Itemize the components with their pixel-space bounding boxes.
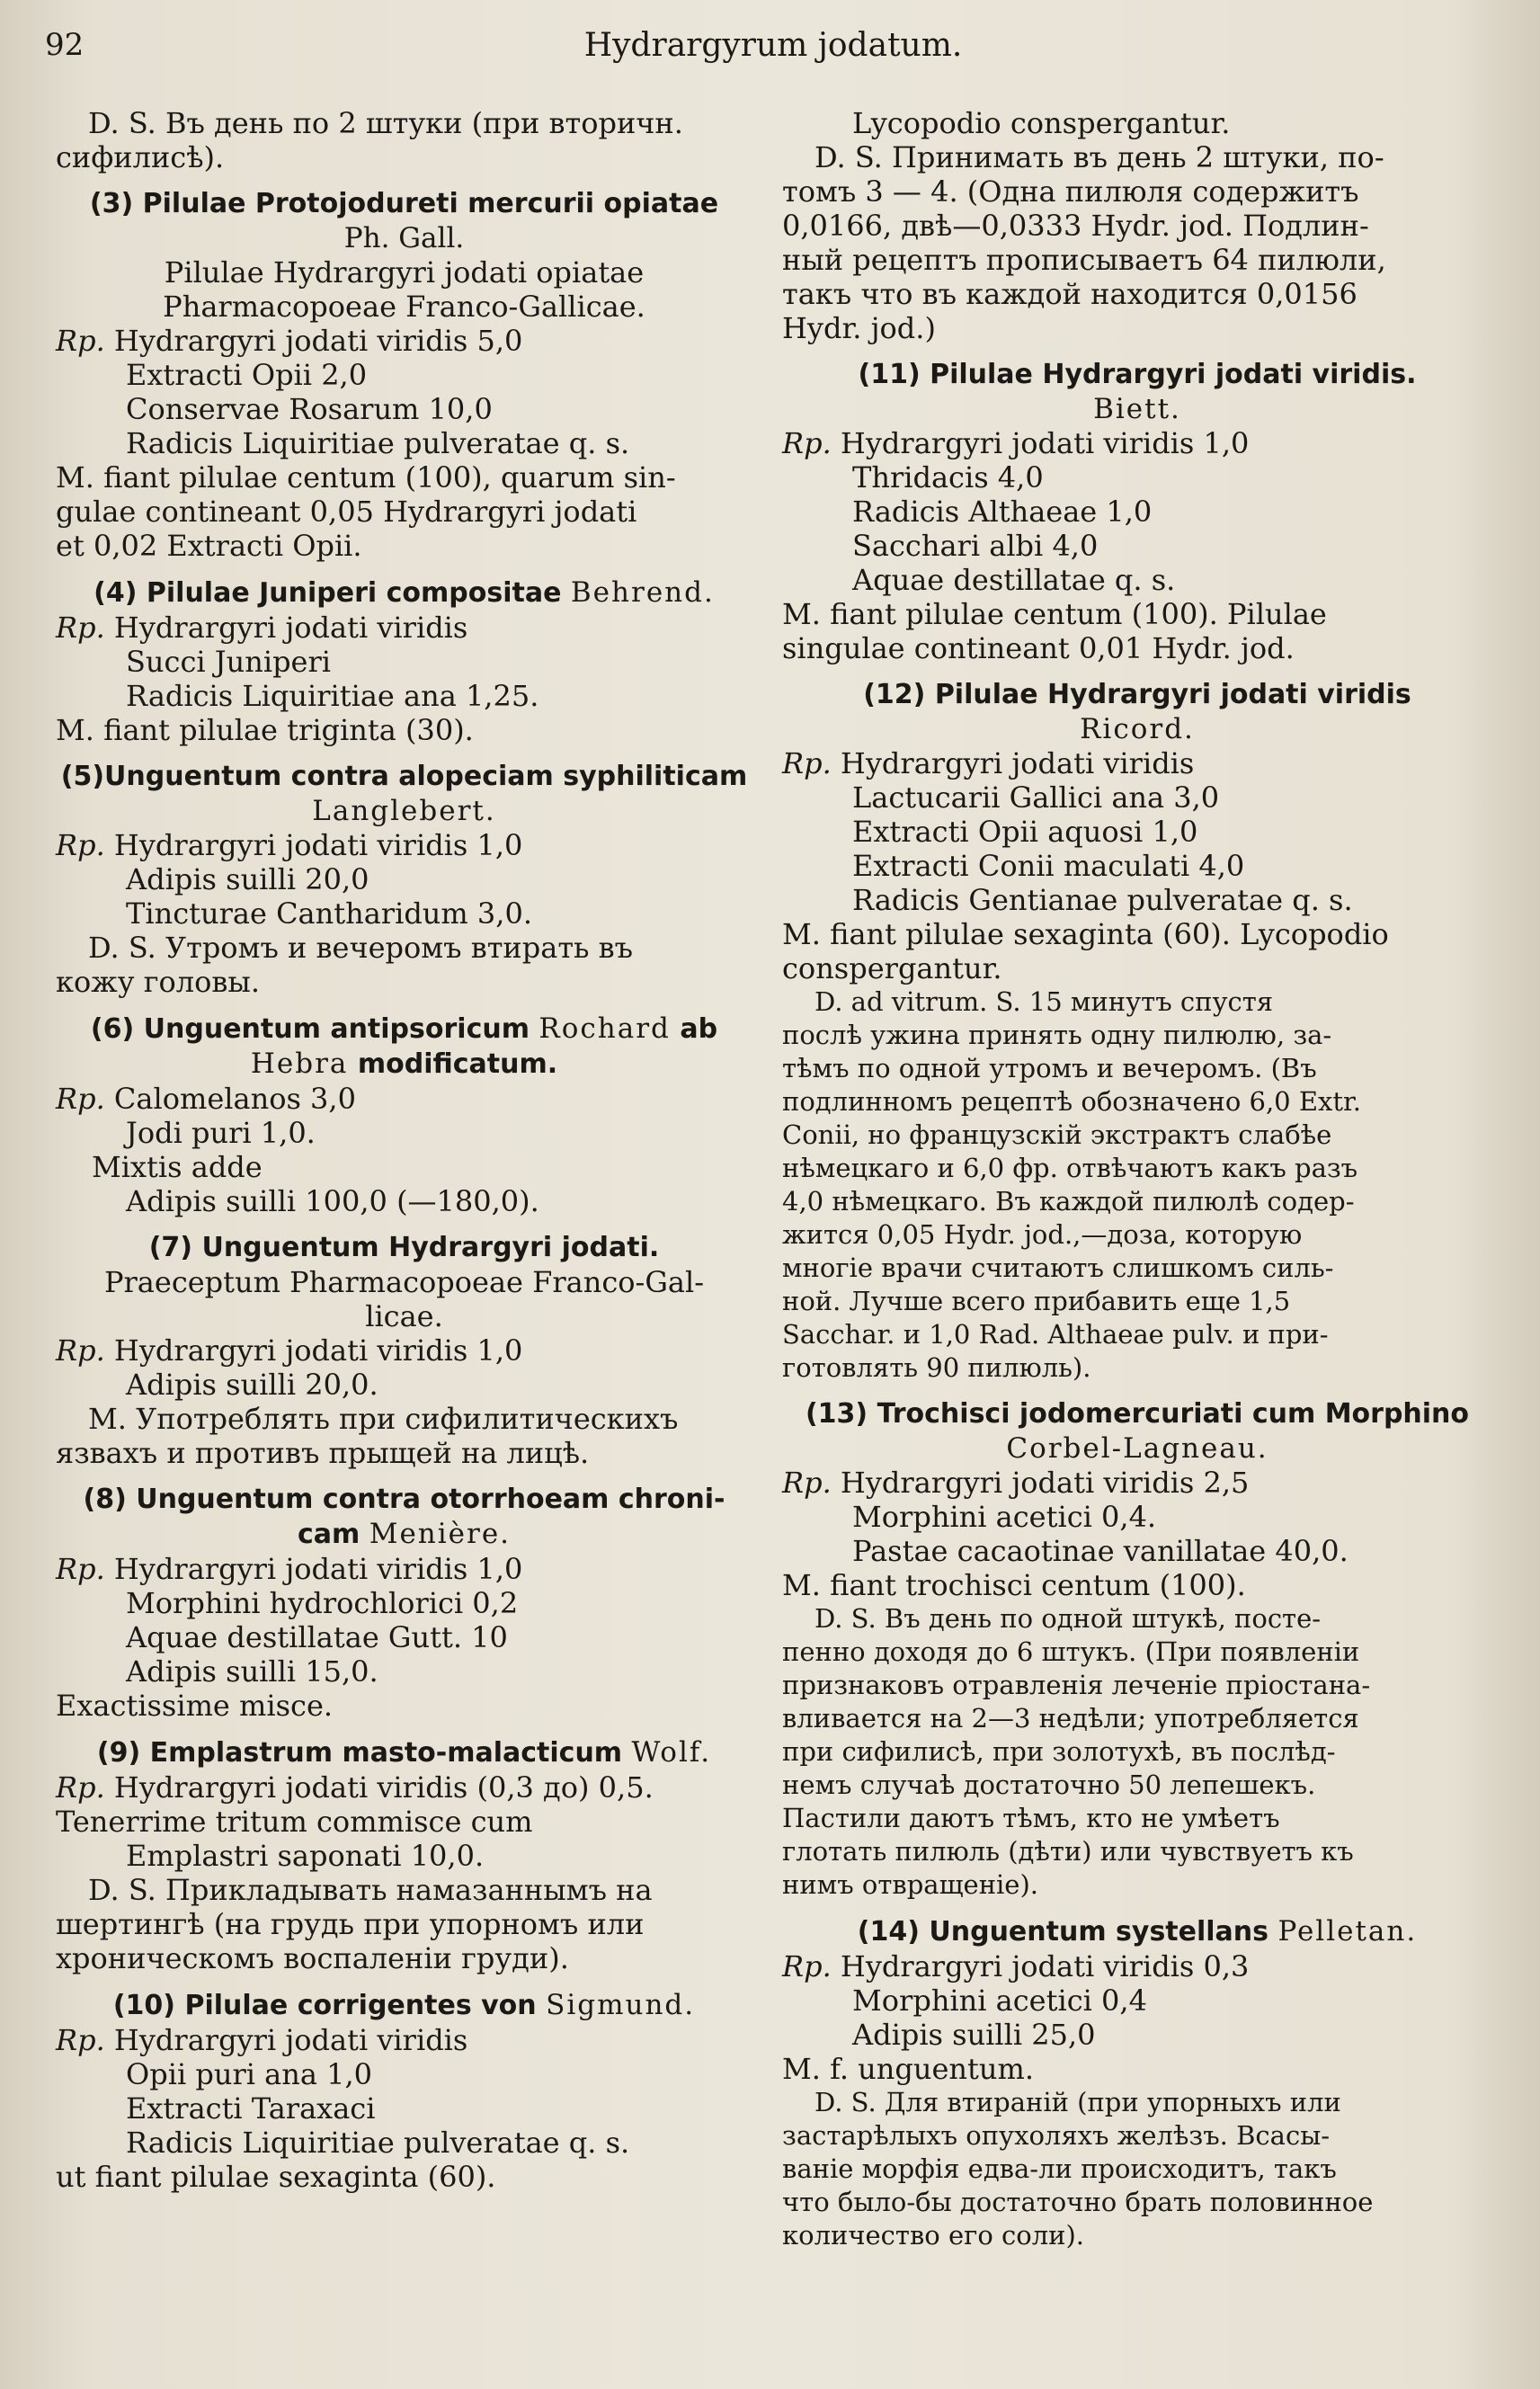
recipe-title: (12) Pilulae Hydrargyri jodati viridis — [863, 679, 1411, 710]
ingredient: Extracti Taraxaci — [126, 2091, 376, 2126]
note-line: жится 0,05 Hydr. jod.,—доза, которую — [782, 1219, 1303, 1250]
instruction: D. S. Утромъ и вечеромъ втирать въ — [88, 931, 633, 965]
instruction: Exactissime misce. — [56, 1689, 334, 1723]
note-line: D. S. Для втираній (при упорныхъ или — [815, 2087, 1341, 2117]
ingredient: Adipis suilli 100,0 (—180,0). — [126, 1184, 539, 1218]
ingredient: Radicis Gentianae pulveratae q. s. — [852, 883, 1353, 917]
ingredient: Hydrargyri jodati viridis 1,0 — [113, 828, 523, 862]
note-line: Conii, но французскій экстрактъ слабѣе — [782, 1119, 1332, 1150]
instruction: singulae contineant 0,01 Hydr. jod. — [782, 631, 1295, 665]
note-line: вливается на 2—3 недѣли; употребляется — [782, 1703, 1359, 1734]
note-line: 4,0 нѣмецкаго. Въ каждой пилюлѣ содер- — [782, 1186, 1355, 1217]
recipe-alt-title: Praeceptum Pharmacopoeae Franco-Gal- — [103, 1265, 705, 1299]
running-head — [45, 27, 1501, 81]
instruction: M. fiant trochisci centum (100). — [782, 1568, 1246, 1602]
instruction: D. S. Прикладывать намазаннымъ на — [88, 1873, 653, 1907]
recipe-title-line2: Hebra modificatum. — [250, 1047, 558, 1080]
recipe-14 — [782, 1914, 1492, 2252]
recipe-author: Biett. — [1093, 393, 1181, 425]
ingredient: Calomelanos 3,0 — [113, 1082, 356, 1116]
ingredient: Hydrargyri jodati viridis — [840, 746, 1195, 780]
instruction: M. f. unguentum. — [782, 2052, 1034, 2086]
instruction: gulae contineant 0,05 Hydrargyri jodati — [56, 495, 637, 529]
ingredient: Hydrargyri jodati viridis 1,0 — [113, 1333, 523, 1368]
ingredient: Extracti Conii maculati 4,0 — [852, 849, 1245, 883]
note-line: готовлять 90 пилюль). — [782, 1352, 1091, 1383]
ingredient: Tenerrime tritum commisce cum — [56, 1805, 533, 1839]
instruction: M. Употреблять при сифилитическихъ — [88, 1402, 679, 1436]
ingredient: Extracti Opii 2,0 — [126, 358, 368, 392]
recipe-title: (14) Unguentum systellans Pelletan. — [857, 1915, 1418, 1948]
recipe-4 — [56, 575, 752, 747]
note-line: пенно доходя до 6 штукъ. (При появленіи — [782, 1636, 1360, 1667]
recipe-13 — [782, 1397, 1492, 1902]
recipe-author: Corbel-Lagneau. — [1006, 1432, 1268, 1465]
instruction: кожу головы. — [56, 965, 260, 999]
recipe-title: (9) Emplastrum masto-malacticum Wolf. — [96, 1736, 712, 1769]
recipe-symbol: Rp. — [56, 1770, 105, 1805]
recipe-alt-title: licae. — [365, 1299, 443, 1333]
recipe-author: Langlebert. — [312, 795, 496, 827]
note-line: немъ случаѣ достаточно 50 лепешекъ. — [782, 1769, 1316, 1800]
recipe-symbol: Rp. — [782, 426, 832, 460]
note-line: D. S. Въ день по одной штукѣ, посте- — [815, 1603, 1322, 1634]
recipe-8 — [56, 1483, 752, 1723]
recipe-title: (4) Pilulae Juniperi compositae Behrend. — [93, 576, 715, 609]
ingredient: Aquae destillatae Gutt. 10 — [126, 1620, 508, 1654]
ingredient: Hydrargyri jodati viridis 0,3 — [840, 1949, 1250, 1983]
recipe-6 — [56, 1012, 752, 1218]
instruction: ut fiant pilulae sexaginta (60). — [56, 2160, 496, 2194]
ingredient: Opii puri ana 1,0 — [126, 2057, 372, 2091]
recipe-title: (5)Unguentum contra alopeciam syphiliticam — [60, 761, 748, 792]
text-line: D. S. Принимать въ день 2 штуки, по- — [815, 140, 1384, 174]
note-line: что было-бы достаточно брать половинное — [782, 2187, 1374, 2217]
recipe-7 — [56, 1231, 752, 1470]
ingredient: Adipis suilli 25,0 — [852, 2018, 1096, 2052]
instruction: conspergantur. — [782, 951, 1002, 985]
note-line: подлинномъ рецептѣ обозначено 6,0 Extr. — [782, 1086, 1361, 1117]
note-line: D. ad vitrum. S. 15 минутъ спустя — [815, 986, 1274, 1017]
recipe-symbol: Rp. — [782, 1466, 832, 1500]
instruction: шертингѣ (на грудь при упорномъ или — [56, 1907, 645, 1941]
note-line: глотать пилюль (дѣти) или чувствуетъ къ — [782, 1836, 1354, 1867]
ingredient: Conservae Rosarum 10,0 — [126, 392, 493, 426]
recipe-symbol: Rp. — [56, 1333, 105, 1368]
ingredient: Adipis suilli 20,0. — [126, 1368, 378, 1402]
ingredient: Hydrargyri jodati viridis 1,0 — [840, 426, 1250, 460]
ingredient: Morphini acetici 0,4. — [852, 1500, 1157, 1534]
ingredient: Aquae destillatae q. s. — [852, 563, 1176, 597]
text-line: 0,0166, двѣ—0,0333 Hydr. jod. Подлин- — [782, 209, 1369, 243]
ingredient: Radicis Liquiritiae ana 1,25. — [126, 679, 539, 713]
ingredient: Radicis Liquiritiae pulveratae q. s. — [126, 426, 630, 460]
recipe-symbol: Rp. — [782, 746, 832, 780]
recipe-symbol: Rp. — [56, 1552, 105, 1586]
recipe-title: (6) Unguentum antipsoricum Rochard ab — [90, 1012, 718, 1045]
ingredient: Adipis suilli 15,0. — [126, 1654, 378, 1689]
ingredient: Adipis suilli 20,0 — [126, 862, 369, 896]
ingredient: Thridacis 4,0 — [852, 460, 1044, 495]
ingredient: Morphini acetici 0,4 — [852, 1983, 1147, 2018]
ingredient: Hydrargyri jodati viridis — [113, 611, 468, 645]
ingredient: Morphini hydrochlorici 0,2 — [126, 1586, 519, 1620]
text-line: сифилисѣ). — [56, 140, 225, 174]
recipe-10 — [56, 1988, 752, 2194]
text-line: ный рецептъ прописываетъ 64 пилюли, — [782, 243, 1386, 277]
ingredient: Hydrargyri jodati viridis 1,0 — [113, 1552, 523, 1586]
recipe-title: (8) Unguentum contra otorrhoeam chroni- — [83, 1484, 725, 1515]
note-line: нѣмецкаго и 6,0 фр. отвѣчаютъ какъ разъ — [782, 1153, 1358, 1183]
text-line: Hydr. jod.) — [782, 311, 936, 345]
recipe-author: Ricord. — [1080, 713, 1195, 745]
instruction: хроническомъ воспаленіи груди). — [56, 1941, 569, 1975]
recipe-9 — [56, 1735, 752, 1975]
ingredient: Jodi puri 1,0. — [126, 1116, 316, 1150]
recipe-title: (3) Pilulae Protojodureti mercurii opiatae — [89, 188, 719, 219]
running-title: Hydrargyrum jodatum. — [583, 27, 963, 64]
ingredient: Pastae cacaotinae vanillatae 40,0. — [852, 1534, 1349, 1568]
ingredient: Tincturae Cantharidum 3,0. — [126, 896, 532, 931]
instruction: M. fiant pilulae centum (100). Pilulae — [782, 597, 1327, 631]
note-line: нимъ отвращеніе). — [782, 1869, 1038, 1900]
recipe-11 — [782, 358, 1492, 665]
recipe-author: Ph. Gall. — [343, 222, 465, 254]
intro-continued — [56, 106, 752, 174]
ingredient: Hydrargyri jodati viridis (0,3 до) 0,5. — [113, 1770, 654, 1805]
page-number: 92 — [45, 27, 85, 63]
recipe-symbol: Rp. — [782, 1949, 832, 1983]
recipe-title-line2: cam Menière. — [297, 1518, 512, 1550]
ingredient: Radicis Althaeae 1,0 — [852, 495, 1153, 529]
recipe-10-continued — [782, 106, 1492, 345]
recipe-title: (7) Unguentum Hydrargyri jodati. — [148, 1232, 660, 1263]
ingredient: Lactucarii Gallici ana 3,0 — [852, 780, 1220, 815]
text-line: D. S. Въ день по 2 штуки (при вторичн. — [88, 106, 683, 140]
instruction: M. fiant pilulae sexaginta (60). Lycopodio — [782, 917, 1389, 951]
recipe-3 — [56, 187, 752, 563]
recipe-alt-title: Pilulae Hydrargyri jodati opiatae — [164, 255, 645, 290]
note-line: Пастили даютъ тѣмъ, кто не умѣетъ — [782, 1803, 1280, 1833]
instruction: M. fiant pilulae triginta (30). — [56, 713, 474, 747]
recipe-title: (10) Pilulae corrigentes von Sigmund. — [112, 1989, 696, 2021]
note-line: ной. Лучше всего прибавить еще 1,5 — [782, 1286, 1291, 1316]
note-line: количество его соли). — [782, 2220, 1084, 2251]
ingredient: Hydrargyri jodati viridis 5,0 — [113, 324, 523, 358]
note-line: ваніе морфія едва-ли происходитъ, такъ — [782, 2153, 1337, 2184]
note-line: при сифилисѣ, при золотухѣ, въ послѣд- — [782, 1736, 1336, 1767]
recipe-title: (11) Pilulae Hydrargyri jodati viridis. — [858, 359, 1417, 390]
ingredient: Succi Juniperi — [126, 645, 332, 679]
note-line: признаковъ отравленія леченіе пріостана- — [782, 1670, 1371, 1700]
recipe-symbol: Rp. — [56, 611, 105, 645]
ingredient: Hydrargyri jodati viridis 2,5 — [840, 1466, 1250, 1500]
instruction: et 0,02 Extracti Opii. — [56, 529, 362, 563]
recipe-symbol: Rp. — [56, 1082, 105, 1116]
ingredient: Radicis Liquiritiae pulveratae q. s. — [126, 2126, 630, 2160]
right-column — [782, 106, 1492, 2265]
ingredient: Emplastri saponati 10,0. — [126, 1839, 485, 1873]
instruction: M. fiant pilulae centum (100), quarum sin- — [56, 460, 676, 495]
instruction: язвахъ и противъ прыщей на лицѣ. — [56, 1436, 590, 1470]
ingredient: Mixtis adde — [92, 1150, 263, 1184]
recipe-symbol: Rp. — [56, 828, 105, 862]
ingredient: Sacchari albi 4,0 — [852, 529, 1099, 563]
recipe-12 — [782, 678, 1492, 1385]
text-line: Lycopodio conspergantur. — [852, 106, 1231, 140]
ingredient: Extracti Opii aquosi 1,0 — [852, 815, 1198, 849]
note-line: многіе врачи считаютъ слишкомъ силь- — [782, 1252, 1334, 1283]
note-line: тѣмъ по одной утромъ и вечеромъ. (Въ — [782, 1053, 1317, 1083]
text-line: томъ 3 — 4. (Одна пилюля содержитъ — [782, 174, 1359, 209]
recipe-symbol: Rp. — [56, 2023, 105, 2057]
recipe-5 — [56, 760, 752, 999]
note-line: застарѣлыхъ опухоляхъ желѣзъ. Всасы- — [782, 2120, 1331, 2151]
left-column — [56, 106, 752, 2206]
note-line: Sacchar. и 1,0 Rad. Althaeae pulv. и при- — [782, 1319, 1329, 1350]
recipe-symbol: Rp. — [56, 324, 105, 358]
recipe-alt-title: Pharmacopoeae Franco-Gallicae. — [163, 290, 645, 324]
note-line: послѣ ужина принять одну пилюлю, за- — [782, 1020, 1332, 1050]
ingredient: Hydrargyri jodati viridis — [113, 2023, 468, 2057]
recipe-title: (13) Trochisci jodomercuriati cum Morphino — [805, 1398, 1470, 1430]
text-line: такъ что въ каждой находится 0,0156 — [782, 277, 1358, 311]
